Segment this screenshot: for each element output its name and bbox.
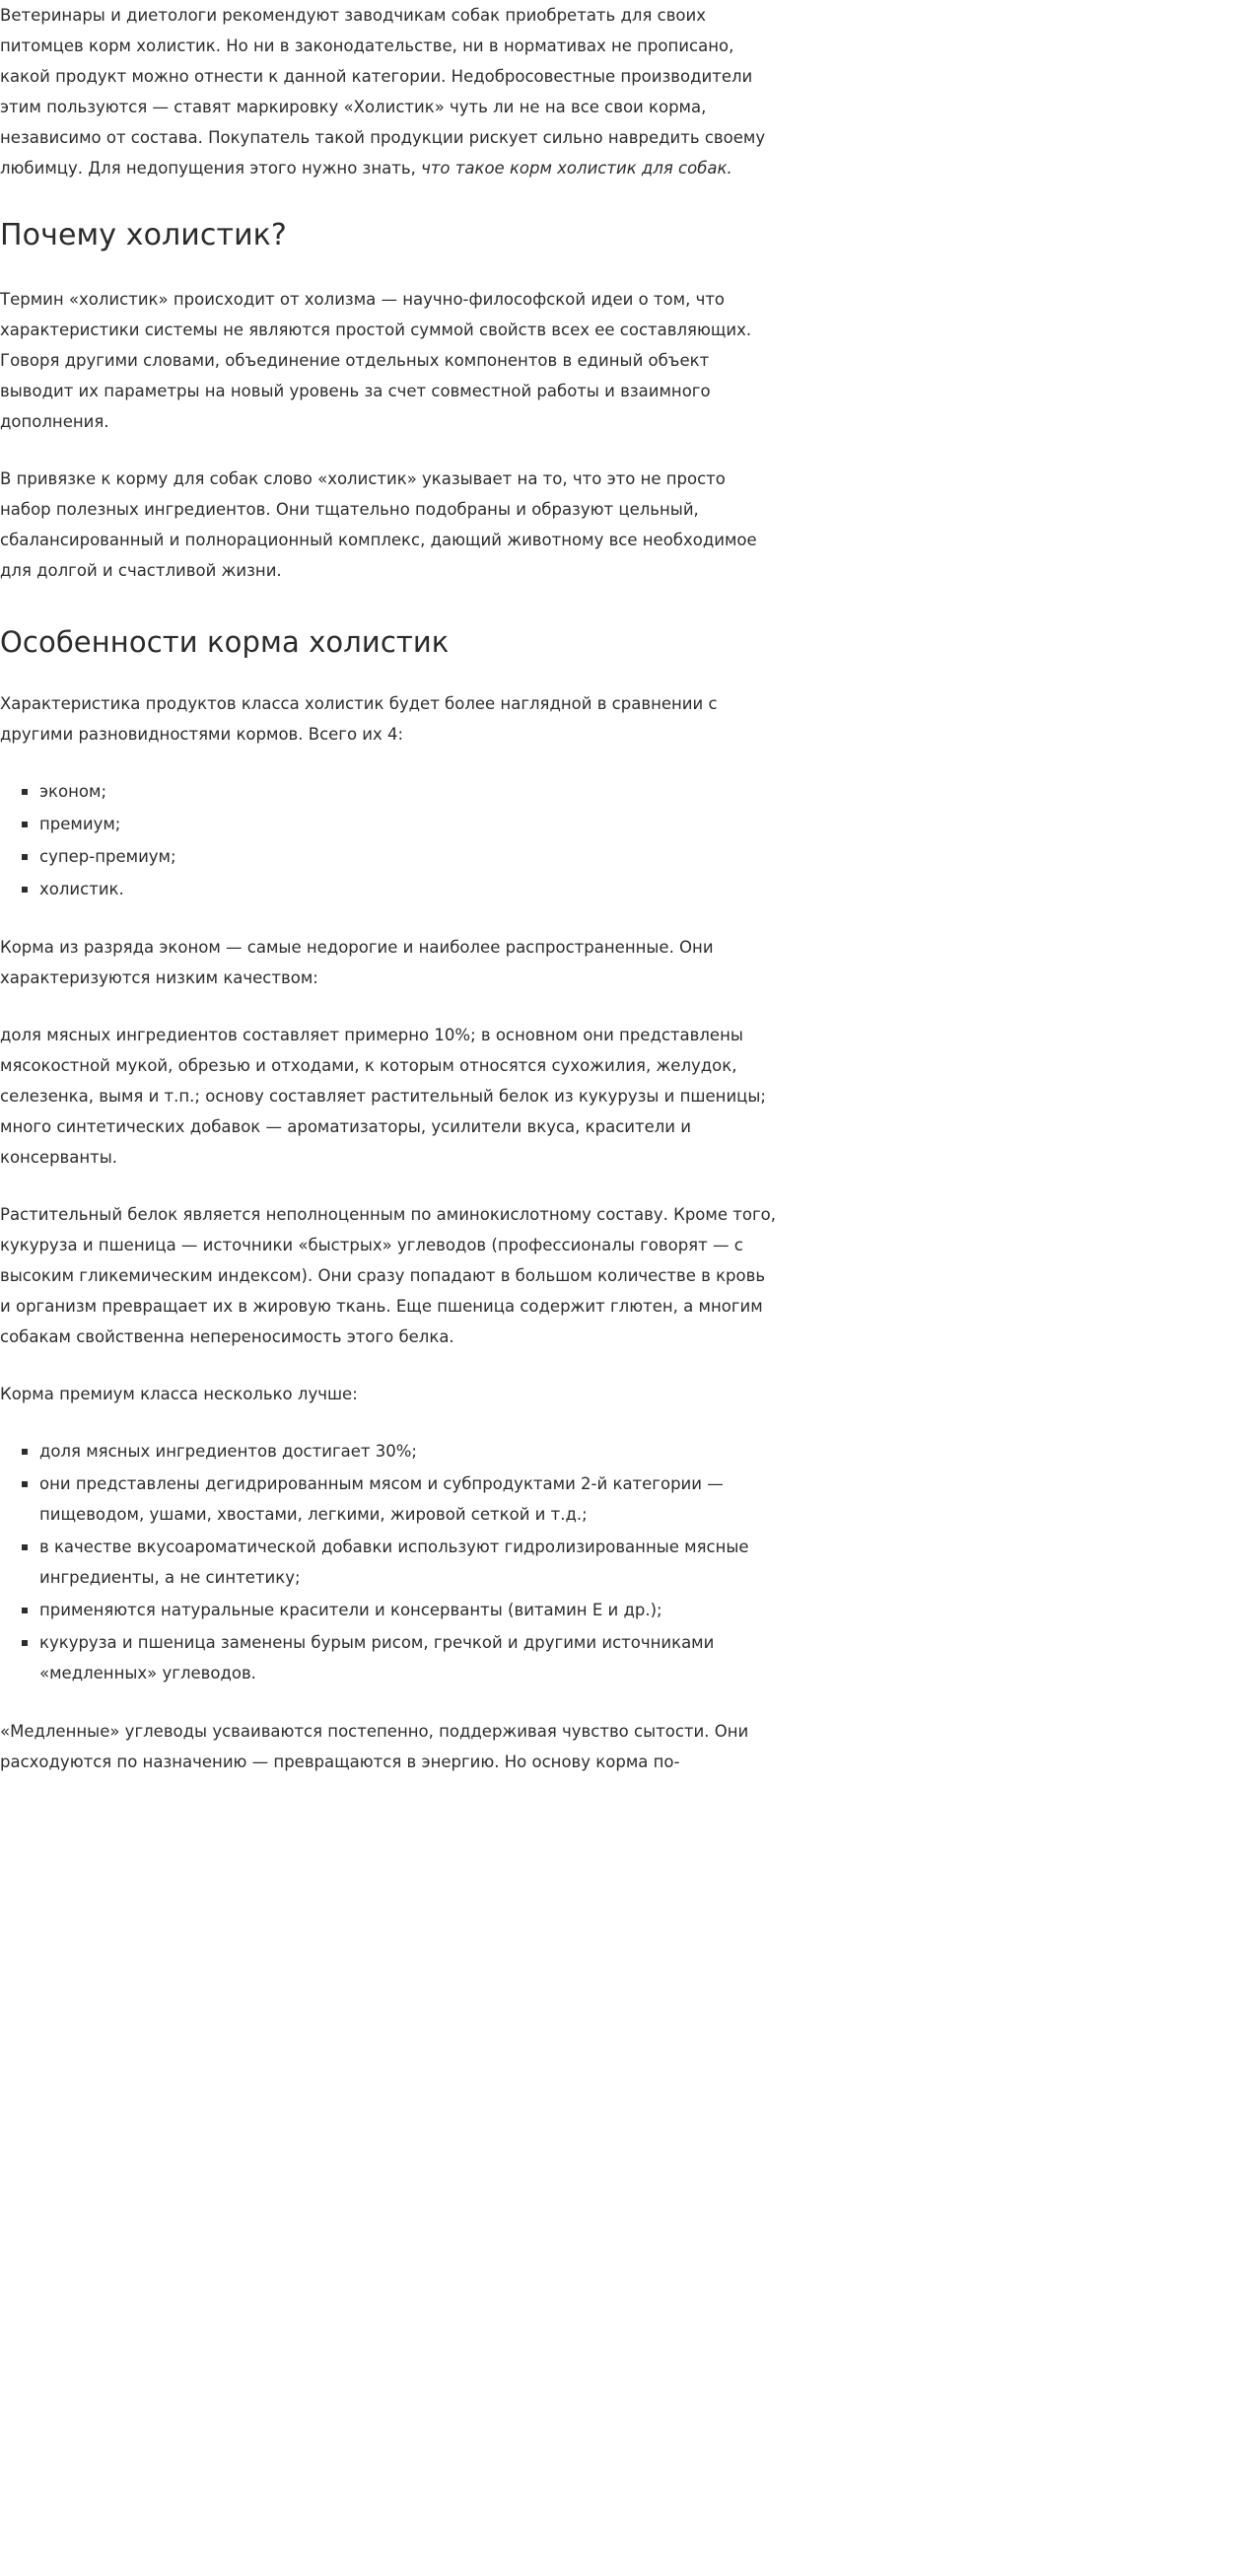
heading-features: Особенности корма холистик: [0, 625, 450, 659]
econom-paragraph-2: доля мясных ингредиентов составляет примерно 10%; в основном они представлены мясокостной мукой, обрезью и отходами, к которым относятся сухожилия, желудок, селезенка, вымя и т.п.; основу составляет растительный белок из кукурузы и пшеницы; много синтетических добавок — ароматизаторы, усилители вкуса, красители и консерванты.: [0, 1026, 766, 1167]
holism-paragraph-1: Термин «холистик» происходит от холизма — научно-философской идеи о том, что характеристики системы не являются простой суммой свойств всех ее составляющих. Говоря другими словами, объединение отдельных компонентов в единый объект выводит их параметры на новый уровень за счет совместной работы и взаимного дополнения.: [0, 290, 752, 431]
list-item: доля мясных ингредиентов достигает 30%;: [22, 1436, 779, 1467]
holism-paragraph-2: В привязке к корму для собак слово «холистик» указывает на то, что это не просто набор полезных ингредиентов. Они тщательно подобраны и образуют цельный, сбалансированный и полнорационный комплекс, дающий животному все необходимое для долгой и счастливой жизни.: [0, 469, 757, 580]
food-classes-list: [0, 776, 779, 904]
heading-why-holistic: Почему холистик?: [0, 218, 287, 252]
list-item: премиум;: [22, 809, 779, 839]
list-item: кукуруза и пшеница заменены бурым рисом, гречкой и другими источниками «медленных» углеводов.: [22, 1627, 779, 1688]
intro-text: Ветеринары и диетологи рекомендуют заводчикам собак приобретать для своих питомцев корм холистик. Но ни в законодательстве, ни в нормативах не прописано, какой продукт можно отнести к данной категории. Недобросовестные производители этим пользуются — ставят маркировку «Холистик» чуть ли не на все свои корма, независимо от состава. Покупатель такой продукции рискует сильно навредить своему любимцу. Для недопущения этого нужно знать,: [0, 6, 766, 178]
list-item: в качестве вкусоароматической добавки используют гидролизированные мясные ингредиенты, а не синтетику;: [22, 1532, 779, 1593]
intro-emphasis: что такое корм холистик для собак.: [421, 159, 732, 178]
list-item: супер-премиум;: [22, 841, 779, 872]
list-item: эконом;: [22, 776, 779, 807]
list-item: холистик.: [22, 874, 779, 904]
list-item: применяются натуральные красители и консерванты (витамин Е и др.);: [22, 1595, 779, 1625]
econom-paragraph-3: Растительный белок является неполноценным по аминокислотному составу. Кроме того, кукуруза и пшеница — источники «быстрых» углеводов (профессионалы говорят — с высоким гликемическим индексом). Они сразу попадают в большом количестве в кровь и организм превращает их в жировую ткань. Еще пшеница содержит глютен, а многим собакам свойственна непереносимость этого белка.: [0, 1205, 776, 1346]
intro-paragraph: [0, 0, 779, 183]
list-item: они представлены дегидрированным мясом и субпродуктами 2-й категории — пищеводом, ушами, хвостами, легкими, жировой сеткой и т.д.;: [22, 1468, 779, 1530]
article-content: [0, 0, 779, 1777]
premium-features-list: [0, 1436, 779, 1688]
premium-intro-paragraph: Корма премиум класса несколько лучше:: [0, 1385, 358, 1403]
econom-paragraph-1: Корма из разряда эконом — самые недорогие и наиболее распространенные. Они характеризуются низким качеством:: [0, 938, 714, 987]
slow-carbs-paragraph: «Медленные» углеводы усваиваются постепенно, поддерживая чувство сытости. Они расходуются по назначению — превращаются в энергию. Но основу корма по-: [0, 1722, 749, 1771]
features-intro-paragraph: Характеристика продуктов класса холистик будет более наглядной в сравнении с другими разновидностями кормов. Всего их 4:: [0, 694, 718, 744]
